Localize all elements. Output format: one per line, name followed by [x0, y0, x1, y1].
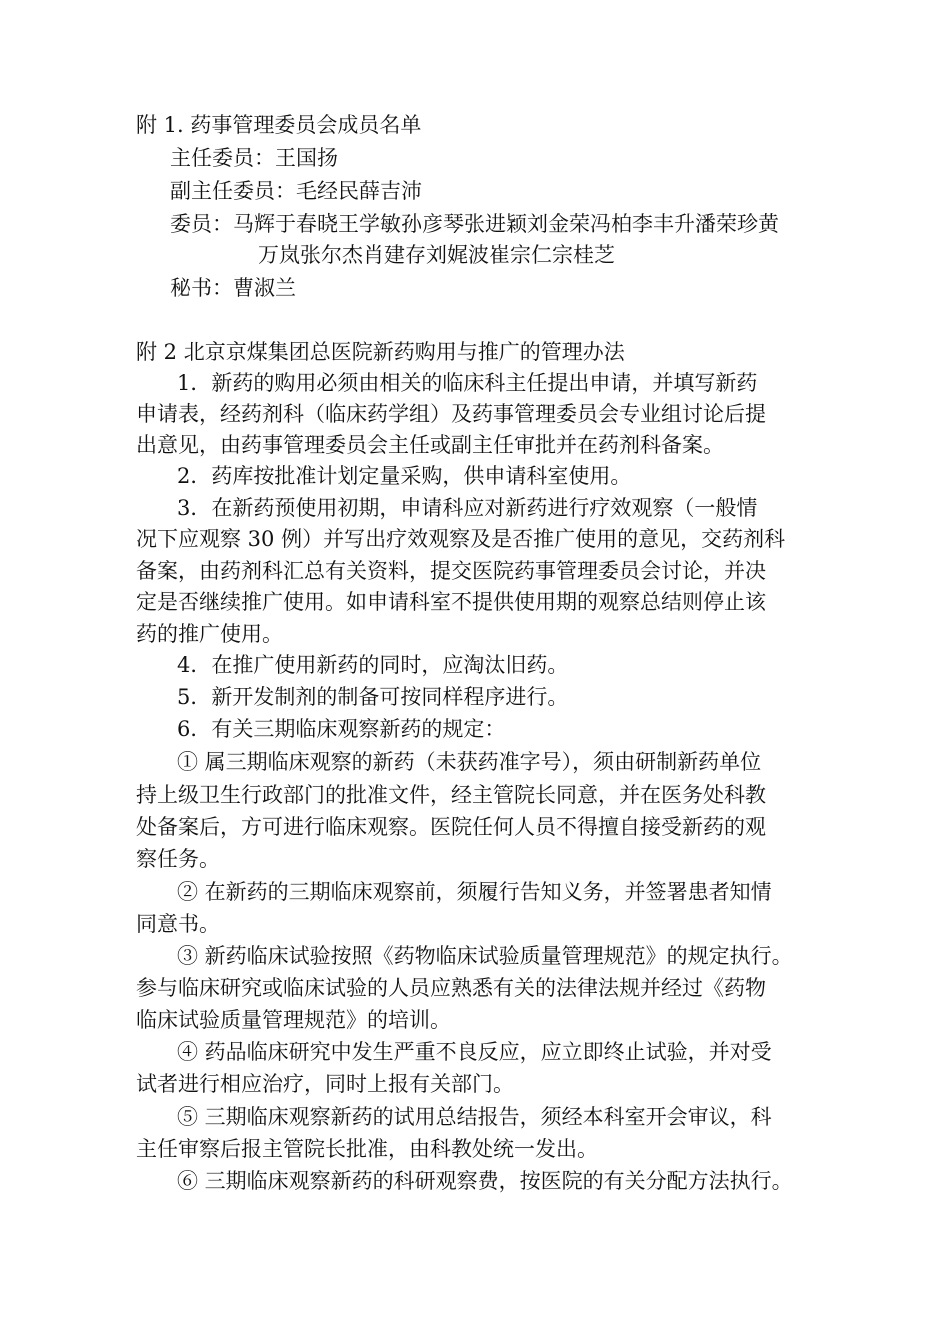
- body-line: 处备案后，方可进行临床观察。医院任何人员不得擅自接受新药的观: [136, 815, 766, 839]
- body-line: ⑤ 三期临床观察新药的试用总结报告，须经本科室开会审议，科: [177, 1105, 772, 1129]
- body-line: 况下应观察 30 例）并写出疗效观察及是否推广使用的意见，交药剂科: [136, 527, 786, 551]
- body-line: 出意见，由药事管理委员会主任或副主任审批并在药剂科备案。: [136, 433, 724, 457]
- body-line: 药的推广使用。: [136, 622, 283, 646]
- body-line: 参与临床研究或临床试验的人员应熟悉有关的法律法规并经过《药物: [136, 976, 766, 1000]
- body-line: 试者进行相应治疗，同时上报有关部门。: [136, 1072, 514, 1096]
- members-line-1: 委员：马辉于春晓王学敏孙彦琴张进颖刘金荣冯柏李丰升潘荣珍黄: [170, 212, 779, 236]
- body-line: 4．在推广使用新药的同时，应淘汰旧药。: [177, 653, 569, 677]
- body-line: 申请表，经药剂科（临床药学组）及药事管理委员会专业组讨论后提: [136, 402, 766, 426]
- body-line: 5．新开发制剂的制备可按同样程序进行。: [177, 685, 569, 709]
- body-line: 3．在新药预使用初期，申请科应对新药进行疗效观察（一般情: [177, 496, 758, 520]
- deputy-line: 副主任委员：毛经民薛吉沛: [170, 179, 422, 203]
- secretary-line: 秘书：曹淑兰: [170, 276, 296, 300]
- body-line: 定是否继续推广使用。如申请科室不提供使用期的观察总结则停止该: [136, 590, 766, 614]
- body-line: 6．有关三期临床观察新药的规定：: [177, 717, 506, 741]
- appendix1-title: 附 1. 药事管理委员会成员名单: [136, 113, 422, 137]
- director-line: 主任委员：王国扬: [170, 146, 338, 170]
- body-line: ④ 药品临床研究中发生严重不良反应，应立即终止试验，并对受: [177, 1040, 772, 1064]
- body-line: 临床试验质量管理规范》的培训。: [136, 1008, 451, 1032]
- body-line: 1．新药的购用必须由相关的临床科主任提出申请，并填写新药: [177, 371, 758, 395]
- body-line: 2．药库按批准计划定量采购，供申请科室使用。: [177, 464, 632, 488]
- body-line: 备案，由药剂科汇总有关资料，提交医院药事管理委员会讨论，并决: [136, 559, 766, 583]
- body-line: ① 属三期临床观察的新药（未获药准字号），须由研制新药单位: [177, 750, 762, 774]
- body-line: ③ 新药临床试验按照《药物临床试验质量管理规范》的规定执行。: [177, 944, 793, 968]
- members-line-2: 万岚张尔杰肖建存刘娓波崔宗仁宗桂芝: [258, 243, 615, 267]
- body-line: 持上级卫生行政部门的批准文件，经主管院长同意，并在医务处科教: [136, 783, 766, 807]
- body-line: 察任务。: [136, 847, 220, 871]
- body-line: ② 在新药的三期临床观察前，须履行告知义务，并签署患者知情: [177, 880, 772, 904]
- body-line: ⑥ 三期临床观察新药的科研观察费，按医院的有关分配方法执行。: [177, 1169, 793, 1193]
- appendix2-title: 附 2 北京京煤集团总医院新药购用与推广的管理办法: [136, 340, 625, 364]
- body-line: 主任审察后报主管院长批准，由科教处统一发出。: [136, 1137, 598, 1161]
- body-line: 同意书。: [136, 912, 220, 936]
